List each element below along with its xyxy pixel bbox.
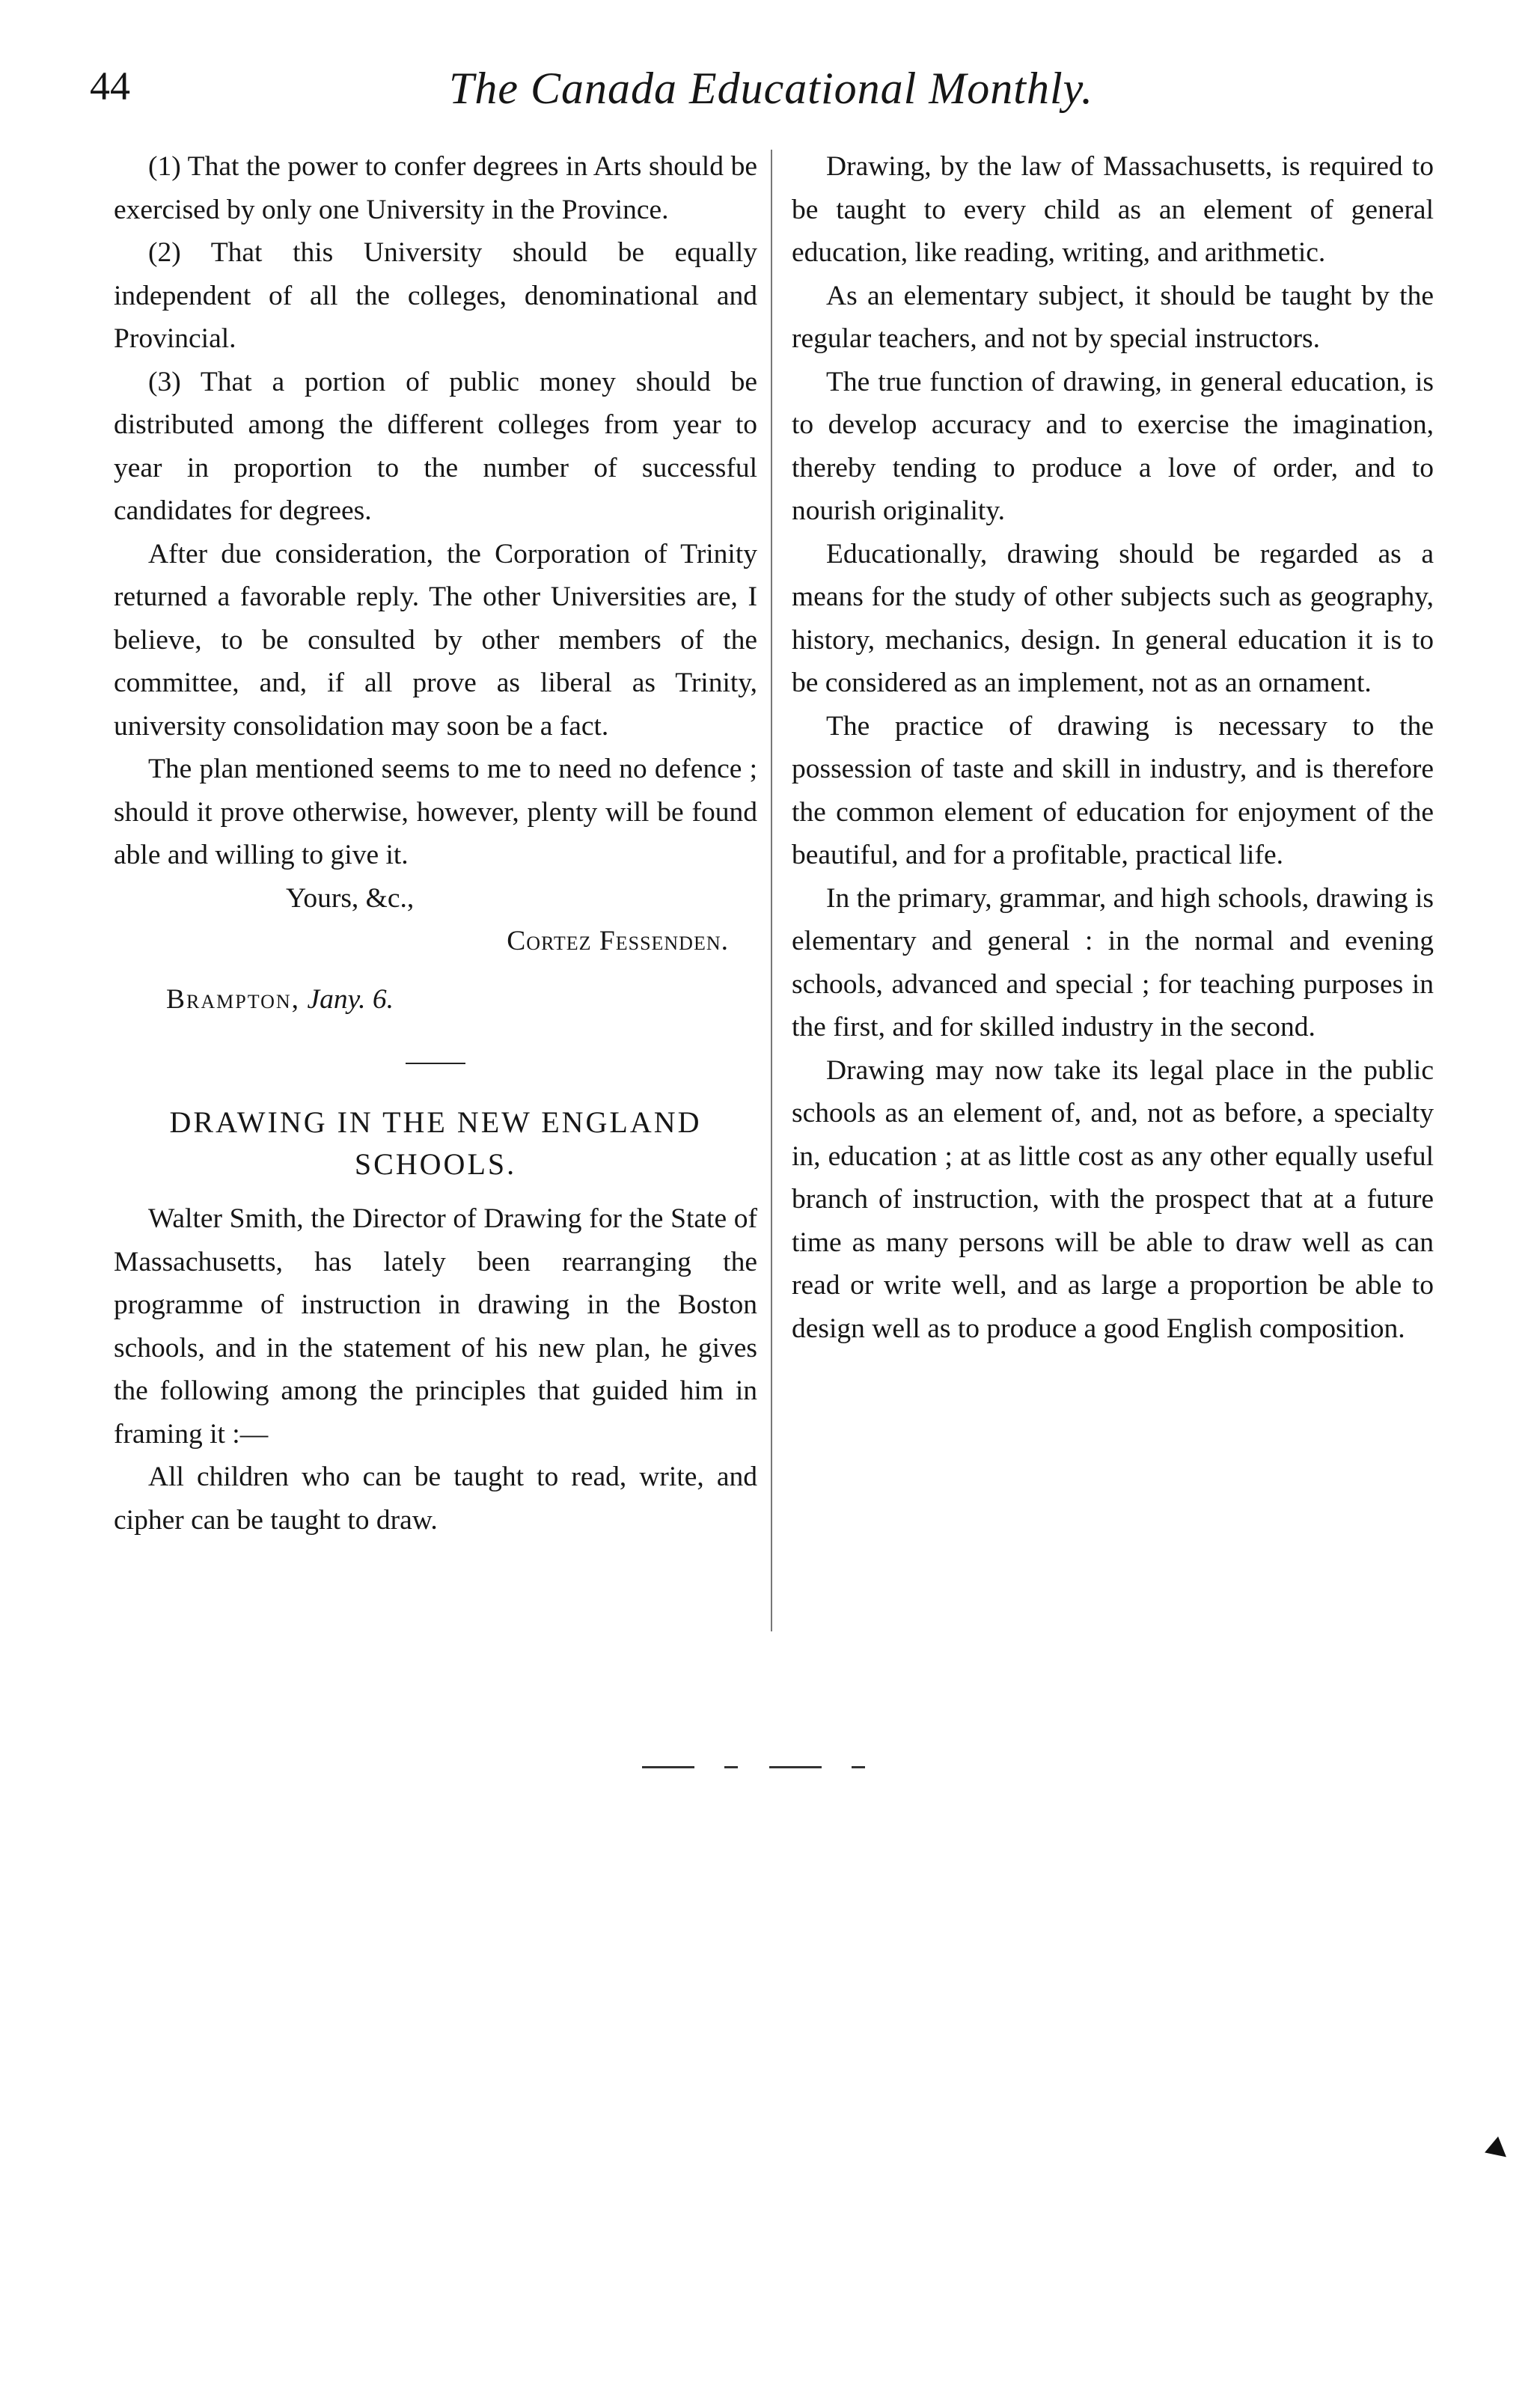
- letter-signoff: Yours, &c.,: [286, 882, 415, 914]
- page-header: [90, 63, 1497, 130]
- running-title: The Canada Educational Monthly.: [449, 64, 1093, 113]
- section-divider: [406, 1063, 465, 1064]
- paragraph: The true function of drawing, in general education, is to develop accuracy and to exercise the imagination, thereby tending to produce a love of order, and to nourish originality.: [792, 366, 1434, 526]
- paragraph: After due consideration, the Corporation of Trinity returned a favorable reply. The other Universities are, I believe, to be consulted by other members of the committee, and, if all prove as liberal as Trinity, university consolidation may soon be a fact.: [114, 538, 757, 742]
- section-heading: DRAWING IN THE NEW ENGLAND SCHOOLS.: [169, 1105, 702, 1181]
- end-rule: [642, 1766, 889, 1768]
- scan-mark-icon: [1485, 2137, 1513, 2165]
- left-column: [114, 145, 757, 1542]
- column-divider: [771, 150, 772, 1631]
- letter-signature: Cortez Fessenden.: [507, 926, 729, 956]
- paragraph: (3) That a portion of public money should be distributed among the different colleges from year to year in proportion to the number of successful candidates for degrees.: [114, 366, 757, 526]
- page-number: 44: [90, 64, 130, 109]
- dateline-place: Brampton,: [166, 983, 301, 1015]
- paragraph: (1) That the power to confer degrees in Arts should be exercised by only one University in the Province.: [114, 151, 757, 225]
- paragraph: The practice of drawing is necessary to the possession of taste and skill in industry, and is therefore the common element of education for enjoyment of the beautiful, and for a profitable, practical life.: [792, 710, 1434, 870]
- paragraph: Drawing may now take its legal place in the public schools as an element of, and, not as before, a specialty in, education ; at as little cost as any other equally useful branch of instruction, with the prospect that at a future time as many persons will be able to draw well as can read or write well, and as large a proportion be able to design well as to produce a good English composition.: [792, 1054, 1434, 1344]
- paragraph: Drawing, by the law of Massachusetts, is required to be taught to every child as an element of general education, like reading, writing, and arithmetic.: [792, 151, 1434, 268]
- paragraph: All children who can be taught to read, write, and cipher can be taught to draw.: [114, 1462, 757, 1536]
- paragraph: (2) That this University should be equally independent of all the colleges, denominational and Provincial.: [114, 237, 757, 354]
- paragraph: As an elementary subject, it should be taught by the regular teachers, and not by special instructors.: [792, 280, 1434, 354]
- paragraph: The plan mentioned seems to me to need no defence ; should it prove otherwise, however, plenty will be found able and willing to give it.: [114, 754, 757, 870]
- right-column: [792, 145, 1434, 1350]
- paragraph: Educationally, drawing should be regarded as a means for the study of other subjects such as geography, history, mechanics, design. In general education it is to be considered as an implement, not as an ornament.: [792, 538, 1434, 698]
- dateline-date: Jany. 6.: [307, 983, 394, 1015]
- paragraph: Walter Smith, the Director of Drawing for the State of Massachusetts, has lately been rearranging the programme of instruction in drawing in the Boston schools, and in the statement of his new plan, he gives the following among the principles that guided him in framing it :—: [114, 1203, 757, 1450]
- letter-dateline: [114, 978, 757, 1021]
- paragraph: In the primary, grammar, and high schools, drawing is elementary and general : in the normal and evening schools, advanced and special ; for teaching purposes in the first, and for skilled industry in the second.: [792, 882, 1434, 1042]
